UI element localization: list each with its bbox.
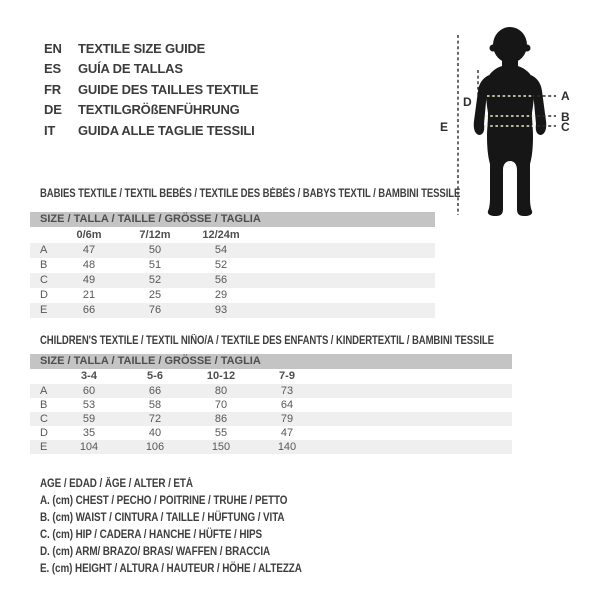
language-label: TEXTILGRÖßENFÜHRUNG — [78, 102, 240, 118]
measurement-legend — [40, 476, 302, 578]
table-row — [30, 303, 435, 318]
babies-section-title: BABIES TEXTILE / TEXTIL BEBÉS / TEXTILE DES BÉBÉS / BABYS TEXTIL / BAMBINI TESSILE — [40, 188, 461, 200]
language-label: TEXTILE SIZE GUIDE — [78, 40, 206, 56]
language-list — [44, 38, 258, 141]
column-header: 0/6m — [76, 229, 102, 241]
cell: 80 — [214, 385, 228, 397]
children-size-table — [30, 354, 512, 454]
cell: 66 — [148, 385, 162, 397]
cell: 70 — [214, 399, 228, 411]
cell: 48 — [82, 259, 96, 271]
legend-item-chest: A. (cm) CHEST / PECHO / POITRINE / TRUHE / PETTO — [40, 495, 288, 507]
empty-corner-cell — [30, 369, 56, 384]
legend-item-hip: C. (cm) HIP / CADERA / HANCHE / HÜFTE / HIPS — [40, 529, 263, 541]
column-header: 7/12m — [139, 229, 171, 241]
language-label: GUIDA ALLE TAGLIE TESSILI — [78, 122, 255, 138]
cell: 25 — [148, 289, 162, 301]
label-d: D — [463, 95, 472, 109]
row-label: E — [40, 304, 48, 316]
cell: 56 — [214, 274, 228, 286]
label-e: E — [440, 120, 449, 134]
child-silhouette — [474, 27, 547, 216]
cell: 140 — [277, 441, 297, 453]
cell: 40 — [148, 427, 162, 439]
legend-item-height: E. (cm) HEIGHT / ALTURA / HAUTEUR / HÖHE / ALTEZZA — [40, 563, 302, 575]
cell: 47 — [280, 427, 294, 439]
language-label: GUÍA DE TALLAS — [78, 61, 183, 77]
row-label: D — [40, 289, 48, 301]
cell: 58 — [148, 399, 162, 411]
language-code: DE — [44, 102, 62, 118]
cell: 76 — [148, 304, 162, 316]
cell: 29 — [214, 289, 228, 301]
cell: 55 — [214, 427, 228, 439]
cell: 72 — [148, 413, 162, 425]
label-c: C — [561, 120, 570, 134]
table-row — [30, 243, 435, 258]
cell: 104 — [79, 441, 99, 453]
cell: 53 — [82, 399, 96, 411]
column-header: 7-9 — [279, 370, 295, 382]
language-row-en — [44, 38, 258, 59]
table-row — [30, 412, 512, 426]
table-row — [30, 398, 512, 412]
row-label: E — [40, 441, 48, 453]
cell: 106 — [145, 441, 165, 453]
cell: 73 — [280, 385, 294, 397]
column-header: 3-4 — [81, 370, 97, 382]
empty-corner-cell — [30, 227, 56, 243]
table-row — [30, 273, 435, 288]
language-code: EN — [44, 40, 62, 56]
cell: 60 — [82, 385, 96, 397]
children-size-header-bar: SIZE / TALLA / TAILLE / GRÖSSE / TAGLIA — [30, 354, 512, 369]
label-b: B — [561, 110, 570, 124]
cell: 50 — [148, 244, 162, 256]
language-code: IT — [44, 122, 56, 138]
cell: 93 — [214, 304, 228, 316]
legend-title: AGE / EDAD / ÂGE / ALTER / ETÀ — [40, 478, 193, 490]
babies-size-header-bar: SIZE / TALLA / TAILLE / GRÖSSE / TAGLIA — [30, 212, 435, 227]
language-code: ES — [44, 61, 61, 77]
language-code: FR — [44, 81, 61, 97]
children-column-header-row — [30, 369, 512, 384]
cell: 86 — [214, 413, 228, 425]
row-label: B — [40, 399, 48, 411]
language-row-it — [44, 120, 258, 141]
cell: 150 — [211, 441, 231, 453]
row-label: A — [40, 385, 48, 397]
cell: 59 — [82, 413, 96, 425]
column-header: 12/24m — [202, 229, 240, 241]
language-row-es — [44, 59, 258, 80]
table-row — [30, 258, 435, 273]
legend-item-arm: D. (cm) ARM/ BRAZO/ BRAS/ WAFFEN / BRACCIA — [40, 546, 271, 558]
babies-column-header-row — [30, 227, 435, 243]
row-label: A — [40, 244, 48, 256]
table-row — [30, 440, 512, 454]
table-row — [30, 384, 512, 398]
cell: 49 — [82, 274, 96, 286]
label-a: A — [561, 89, 570, 103]
cell: 64 — [280, 399, 294, 411]
babies-size-table — [30, 212, 435, 318]
cell: 52 — [214, 259, 228, 271]
children-section-title: CHILDREN'S TEXTILE / TEXTIL NIÑO/A / TEXTILE DES ENFANTS / KINDERTEXTIL / BAMBINI TESSILE — [40, 335, 494, 347]
language-row-fr — [44, 79, 258, 100]
cell: 66 — [82, 304, 96, 316]
language-row-de — [44, 100, 258, 121]
cell: 79 — [280, 413, 294, 425]
column-header: 10-12 — [206, 370, 236, 382]
row-label: C — [40, 274, 48, 286]
row-label: C — [40, 413, 48, 425]
cell: 54 — [214, 244, 228, 256]
table-row — [30, 426, 512, 440]
table-row — [30, 288, 435, 303]
language-label: GUIDE DES TAILLES TEXTILE — [78, 81, 259, 97]
legend-item-waist: B. (cm) WAIST / CINTURA / TAILLE / HÜFTUNG / VITA — [40, 512, 285, 524]
cell: 51 — [148, 259, 162, 271]
cell: 52 — [148, 274, 162, 286]
cell: 35 — [82, 427, 96, 439]
row-label: D — [40, 427, 48, 439]
cell: 21 — [82, 289, 96, 301]
cell: 47 — [82, 244, 96, 256]
row-label: B — [40, 259, 48, 271]
column-header: 5-6 — [147, 370, 163, 382]
